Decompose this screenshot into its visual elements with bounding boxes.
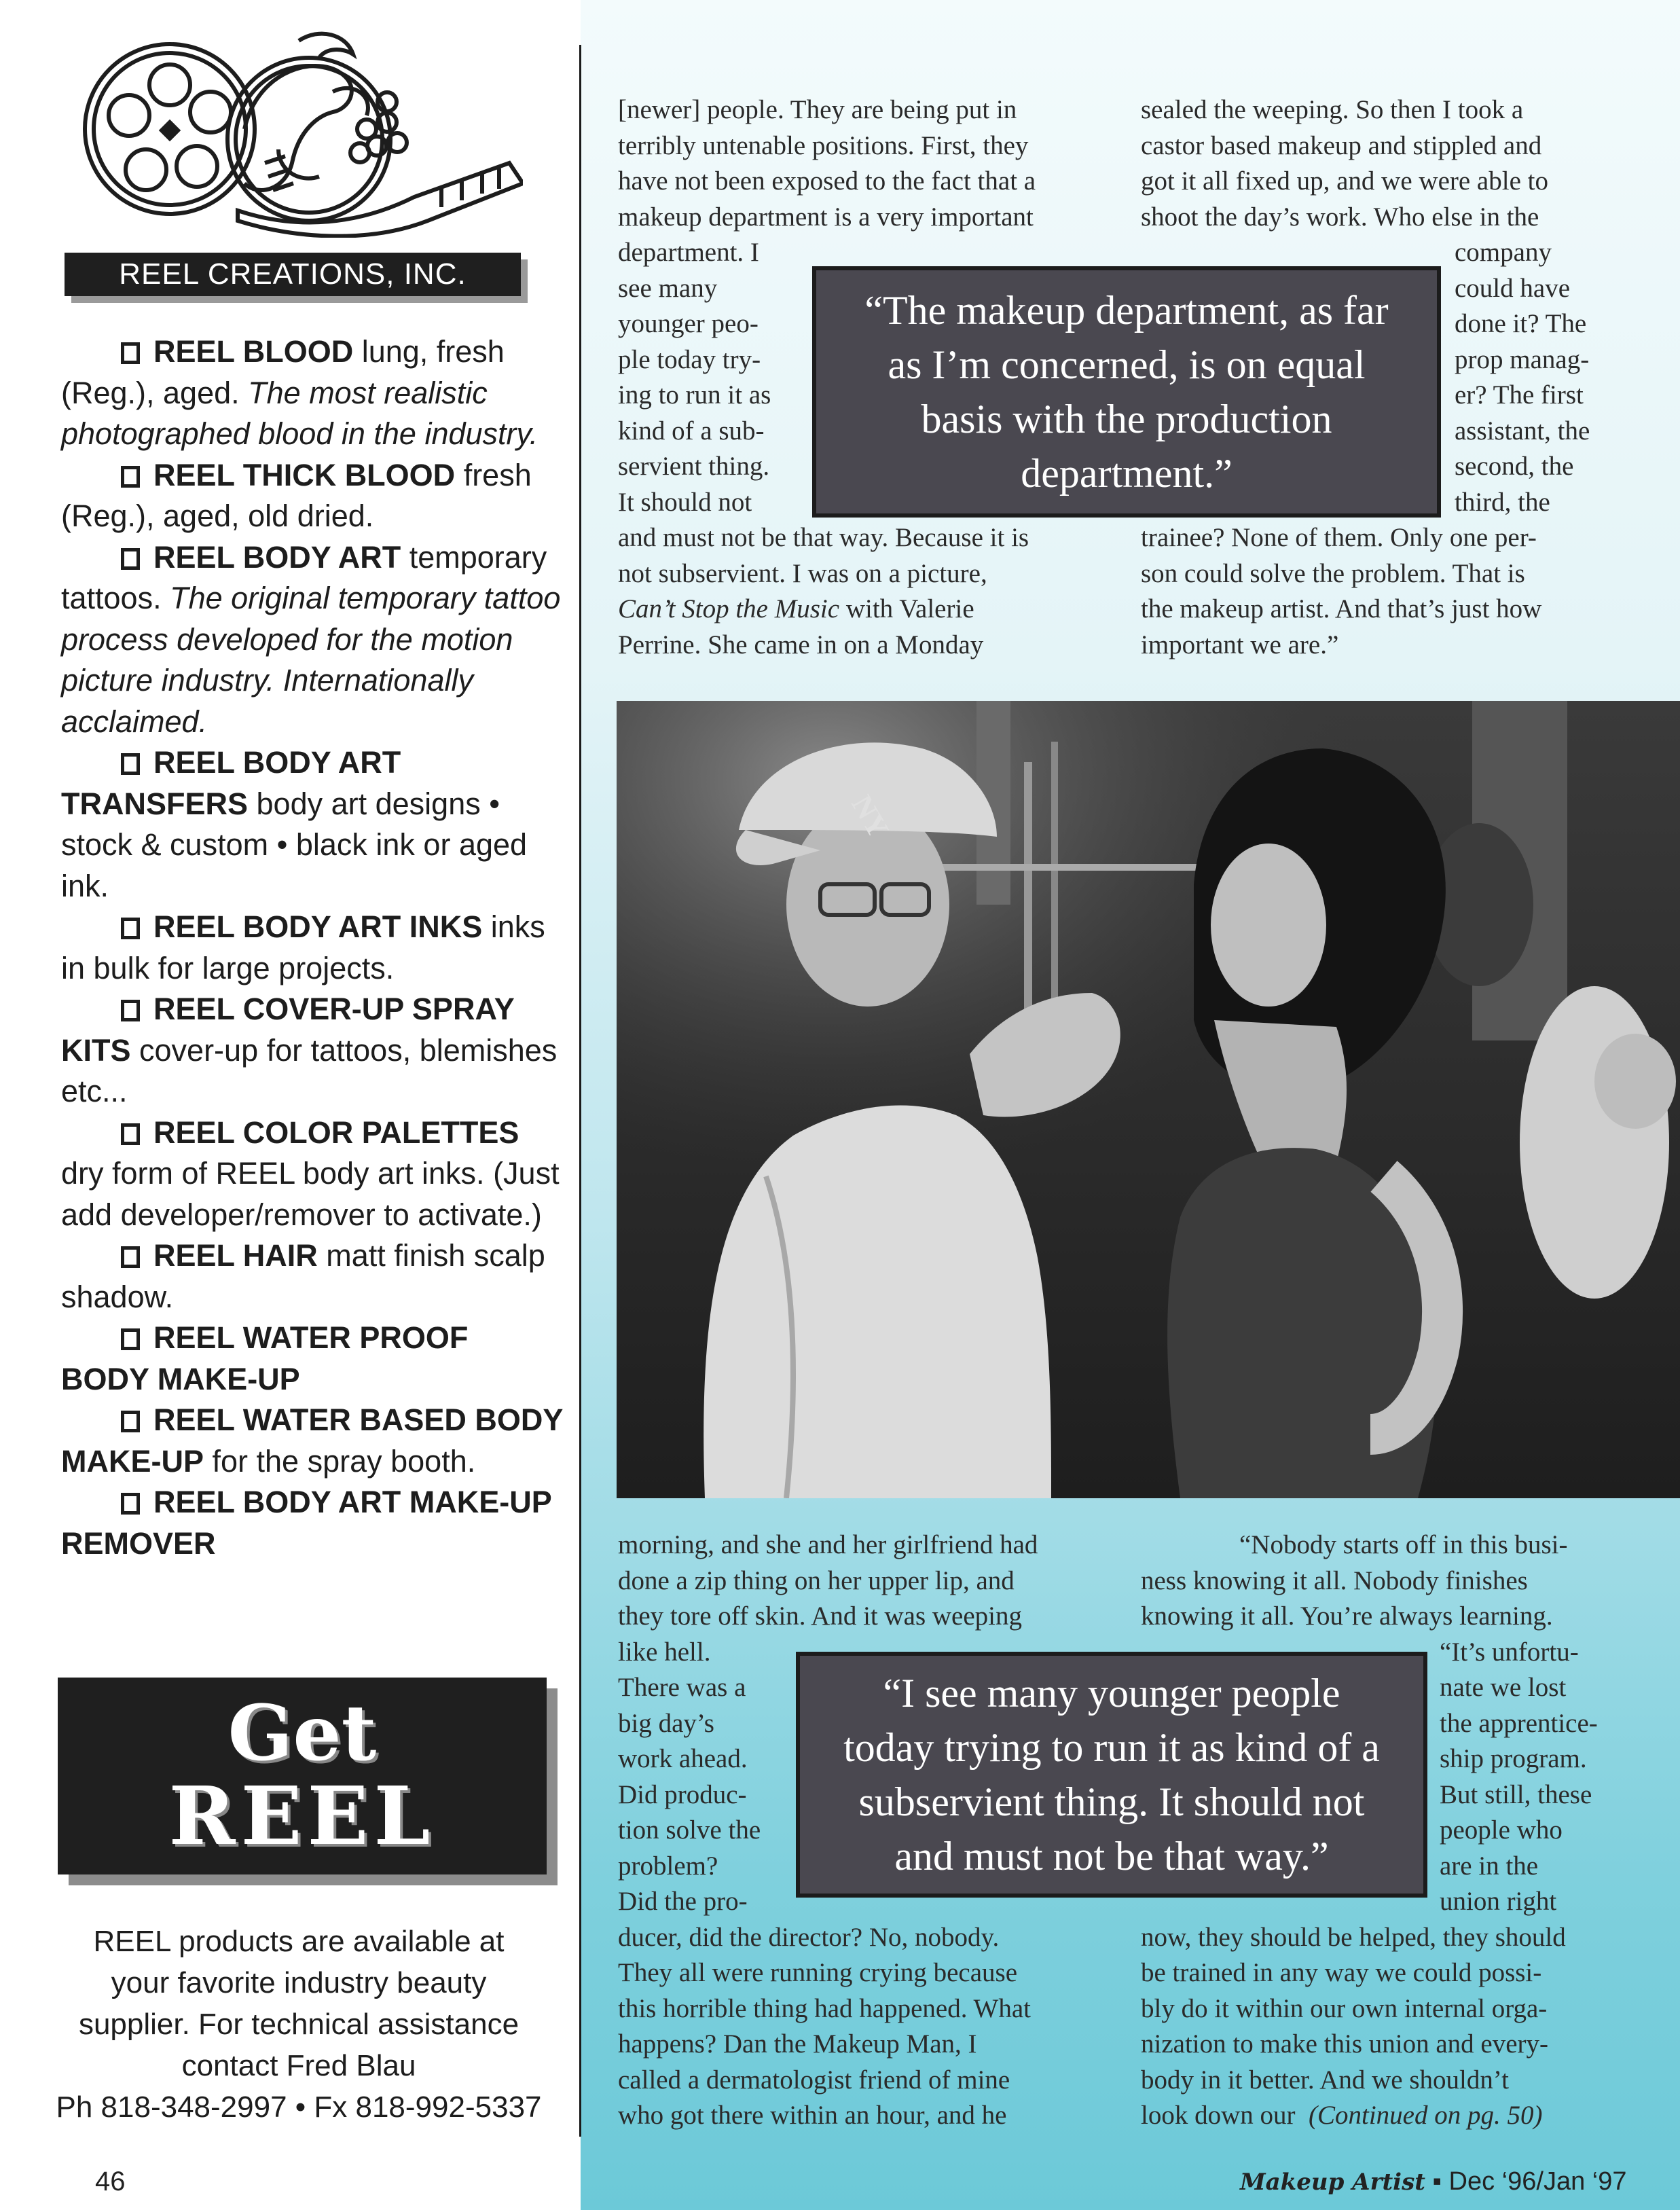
product-item <box>61 742 564 907</box>
checkbox-icon <box>121 342 140 364</box>
pull-quote-line: today trying to run it as kind of a <box>843 1725 1380 1770</box>
product-name: REEL BODY ART INKS <box>153 909 483 944</box>
text-line: could have <box>1455 273 1571 303</box>
text-line: are in the <box>1440 1851 1539 1881</box>
text-line: nate we lost <box>1440 1673 1567 1702</box>
text-line: [newer] people. They are being put in <box>618 95 1017 124</box>
film-title: Can’t Stop the Music <box>618 594 840 623</box>
text-line: They all were running crying because <box>618 1958 1018 1987</box>
product-item <box>61 907 564 989</box>
ad-footer-line: your favorite industry beauty <box>111 1966 487 1999</box>
text-line: Did the pro- <box>618 1887 748 1916</box>
text-line: have not been exposed to the fact that a <box>618 166 1036 196</box>
product-tagline: The original temporary tattoo process developed for the motion picture industry. Internationally acclaimed. <box>61 581 561 739</box>
product-name: REEL WATER PROOF BODY MAKE-UP <box>61 1320 469 1396</box>
text-line: got it all fixed up, and we were able to <box>1141 166 1548 196</box>
checkbox-icon <box>121 1000 140 1021</box>
pull-quote-line: department.” <box>1021 451 1232 496</box>
product-name: REEL BLOOD <box>153 334 354 369</box>
product-description: inks in bulk for large projects. <box>61 909 545 985</box>
text-line: ship program. <box>1440 1744 1587 1773</box>
text-line: prop manag- <box>1455 344 1590 374</box>
text-line: morning, and she and her girlfriend had <box>618 1530 1038 1559</box>
product-item <box>61 455 564 537</box>
checkbox-icon <box>121 753 140 775</box>
checkbox-icon <box>121 1493 140 1515</box>
text-line: the makeup artist. And that’s just how <box>1141 594 1542 623</box>
product-description: lung, fresh (Reg.), aged. <box>61 334 505 410</box>
product-item <box>61 1400 564 1482</box>
pull-quote-line: “The makeup department, as far <box>864 288 1389 333</box>
product-name: REEL WATER BASED BODY MAKE-UP <box>61 1402 563 1479</box>
text-line: like hell. <box>618 1637 711 1667</box>
pull-quote-1 <box>812 266 1441 518</box>
text-line: work ahead. <box>618 1744 748 1773</box>
text-line: ple today try- <box>618 344 761 374</box>
text-line: But still, these <box>1440 1779 1592 1809</box>
product-description: body art designs • stock & custom • black ink or aged ink. <box>61 786 528 903</box>
checkbox-icon <box>121 1246 140 1268</box>
text-line: younger peo- <box>618 309 759 338</box>
product-name: REEL COLOR PALETTES <box>153 1115 519 1150</box>
text-line: knowing it all. You’re always learning. <box>1141 1601 1553 1631</box>
text-line: servient thing. <box>618 452 770 481</box>
text-line: body in it better. And we shouldn’t <box>1141 2065 1510 2095</box>
text-line: people who <box>1440 1815 1563 1845</box>
text-line: makeup department is a very important <box>618 202 1034 232</box>
product-description: fresh (Reg.), aged, old dried. <box>61 457 532 533</box>
text-line: assistant, the <box>1455 416 1590 446</box>
text-line: third, the <box>1455 487 1550 517</box>
text-line: they tore off skin. And it was weeping <box>618 1601 1023 1631</box>
company-name-banner: REEL CREATIONS, INC. <box>65 253 521 296</box>
pull-quote-line: and must not be that way.” <box>894 1834 1329 1879</box>
photo-makeup-artist-and-actress <box>617 701 1680 1498</box>
text-line: problem? <box>618 1851 718 1881</box>
text-line: nization to make this union and every- <box>1141 2029 1549 2059</box>
text-line: It should not <box>618 487 752 517</box>
text-line: Perrine. She came in on a Monday <box>618 630 984 659</box>
text-line: done a zip thing on her upper lip, and <box>618 1565 1015 1595</box>
product-list <box>61 331 564 1564</box>
product-name: REEL BODY ART MAKE-UP REMOVER <box>61 1485 551 1561</box>
get-reel-logo <box>58 1678 547 1874</box>
get-reel-line1: Get <box>227 1689 377 1778</box>
pull-quote-2 <box>796 1652 1427 1898</box>
text-line: shoot the day’s work. Who else in the <box>1141 202 1539 232</box>
checkbox-icon <box>121 548 140 570</box>
ad-footer-line: contact Fred Blau <box>181 2049 416 2082</box>
product-item <box>61 1235 564 1318</box>
text-line: second, the <box>1455 452 1574 481</box>
pull-quote-line: as I’m concerned, is on equal <box>888 342 1366 387</box>
product-name: REEL BODY ART TRANSFERS <box>61 745 401 821</box>
text-line: happens? Dan the Makeup Man, I <box>618 2029 977 2059</box>
text-line: er? The first <box>1455 380 1584 410</box>
product-description: cover-up for tattoos, blemishes etc... <box>61 1032 558 1108</box>
text-line: sealed the weeping. So then I took a <box>1141 95 1524 124</box>
checkbox-icon <box>121 1123 140 1145</box>
product-description: for the spray booth. <box>204 1443 476 1479</box>
text-line: the apprentice- <box>1440 1708 1598 1738</box>
product-item <box>61 1318 564 1400</box>
text-line: be trained in any way we could possi- <box>1141 1958 1542 1987</box>
product-tagline: The most realistic photographed blood in the industry. <box>61 375 538 451</box>
text-line: department. I <box>618 238 759 267</box>
text-line: company <box>1455 238 1552 267</box>
text-line: called a dermatologist friend of mine <box>618 2065 1010 2095</box>
ad-contact-info <box>41 1921 557 2128</box>
text-line <box>618 592 1036 628</box>
text-line: this horrible thing had happened. What <box>618 1993 1031 2023</box>
text-line: Did produc- <box>618 1779 747 1809</box>
product-description: temporary tattoos. <box>61 539 547 615</box>
text-line: important we are.” <box>1141 630 1339 659</box>
ad-footer-line: supplier. For technical assistance <box>78 2008 519 2041</box>
text-line <box>1141 2098 1598 2134</box>
last-line-text: look down our <box>1141 2101 1309 2130</box>
issue-date: ▪ Dec ‘96/Jan ‘97 <box>1425 2167 1627 2196</box>
photo-illustration <box>617 701 1680 1498</box>
text-line: “It’s unfortu- <box>1440 1637 1579 1667</box>
checkbox-icon <box>121 918 140 939</box>
page-folio <box>1240 2167 1626 2196</box>
text-line: now, they should be helped, they should <box>1141 1922 1566 1952</box>
get-reel-line2: REEL <box>168 1769 436 1863</box>
cap-letters: NY <box>845 789 896 844</box>
product-item <box>61 331 564 455</box>
magazine-name: Makeup Artist <box>1240 2169 1425 2196</box>
text-line: done it? The <box>1455 309 1587 338</box>
text-line: bly do it within our own internal orga- <box>1141 1993 1548 2023</box>
text-line: ducer, did the director? No, nobody. <box>618 1922 1000 1952</box>
pull-quote-line: “I see many younger people <box>883 1671 1340 1716</box>
product-item <box>61 1482 564 1564</box>
product-name: REEL BODY ART <box>153 539 401 575</box>
text-line: who got there within an hour, and he <box>618 2101 1007 2130</box>
text-line: ness knowing it all. Nobody finishes <box>1141 1565 1528 1595</box>
ad-footer-line: Ph 818-348-2997 • Fx 818-992-5337 <box>56 2090 542 2124</box>
reel-creations-ad <box>0 0 577 2210</box>
checkbox-icon <box>121 1328 140 1350</box>
product-item <box>61 537 564 743</box>
checkbox-icon <box>121 466 140 488</box>
product-description: dry form of REEL body art inks. (Just add developer/remover to activate.) <box>61 1156 560 1232</box>
product-name: REEL COVER-UP SPRAY KITS <box>61 992 515 1068</box>
text-line: tion solve the <box>618 1815 761 1845</box>
film-after-text: with Valerie <box>839 594 974 623</box>
product-item <box>61 989 564 1112</box>
column-divider <box>579 45 581 2137</box>
text-line: son could solve the problem. That is <box>1141 558 1525 588</box>
ad-footer-line: REEL products are available at <box>93 1925 505 1958</box>
product-item <box>61 1112 564 1236</box>
film-reel-parrot-logo <box>75 27 523 238</box>
text-line: big day’s <box>618 1708 714 1738</box>
page-number: 46 <box>95 2167 126 2196</box>
product-description: matt finish scalp shadow. <box>61 1238 545 1314</box>
pull-quote-line: subservient thing. It should not <box>858 1779 1365 1824</box>
text-line: and must not be that way. Because it is <box>618 523 1029 552</box>
text-line: see many <box>618 273 718 303</box>
text-line: “Nobody starts off in this busi- <box>1239 1530 1568 1559</box>
checkbox-icon <box>121 1411 140 1432</box>
text-line: castor based makeup and stippled and <box>1141 130 1542 160</box>
pull-quote-line: basis with the production <box>921 397 1332 441</box>
text-line: union right <box>1440 1887 1557 1916</box>
text-line: kind of a sub- <box>618 416 765 446</box>
text-line: ing to run it as <box>618 380 771 410</box>
product-name: REEL THICK BLOOD <box>153 457 456 492</box>
text-line: not subservient. I was on a picture, <box>618 558 987 588</box>
text-line: trainee? None of them. Only one per- <box>1141 523 1537 552</box>
text-line: There was a <box>618 1673 746 1702</box>
text-line: terribly untenable positions. First, they <box>618 130 1029 160</box>
continued-note: (Continued on pg. 50) <box>1309 2101 1543 2130</box>
product-name: REEL HAIR <box>153 1238 318 1273</box>
